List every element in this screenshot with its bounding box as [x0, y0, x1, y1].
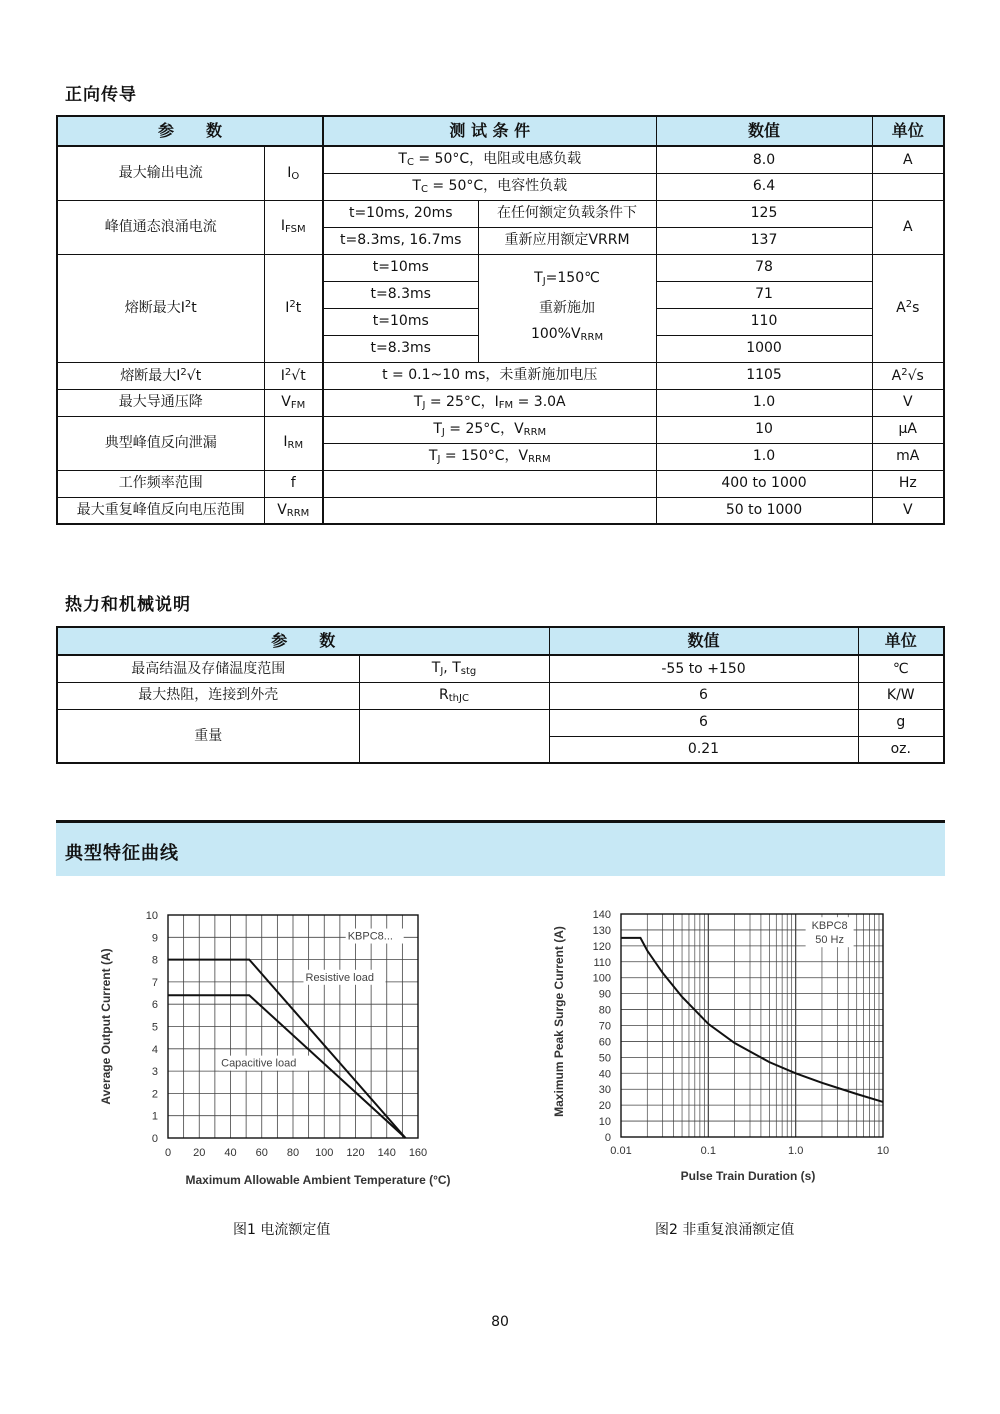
y-tick-label: 20: [598, 1100, 611, 1113]
y-tick-label: 80: [598, 1004, 611, 1017]
y-tick-label: 8: [151, 954, 158, 967]
y-tick-label: 9: [151, 932, 158, 945]
test-condition: [323, 470, 656, 497]
forward-conduction-table: [56, 115, 945, 525]
param-symbol: f: [264, 470, 323, 497]
test-condition: t=8.3ms: [323, 281, 478, 308]
value-cell: 1.0: [656, 443, 872, 470]
unit-cell: K/W: [858, 682, 944, 709]
figure-caption-1: 图1 电流额定值: [233, 1222, 331, 1238]
y-axis-label: Maximum Peak Surge Current (A): [552, 926, 566, 1117]
unit-cell: [872, 173, 944, 200]
section-title-thermal: 热力和机械说明: [65, 595, 191, 615]
thermal-mechanical-table: [56, 626, 945, 764]
param-name: 典型峰值反向泄漏: [57, 416, 264, 470]
y-tick-label: 6: [151, 999, 158, 1012]
y-tick-label: 30: [598, 1084, 611, 1097]
x-tick-label: 120: [346, 1147, 365, 1159]
x-axis-label: Pulse Train Duration (s): [680, 1169, 816, 1183]
x-tick-label: 140: [377, 1147, 396, 1159]
x-tick-label: 0.01: [610, 1145, 632, 1157]
test-condition: $T_J = 25^\circ C$，$V_{RRM}$: [323, 416, 656, 443]
x-tick-label: 80: [286, 1147, 300, 1159]
x-tick-label: 60: [255, 1147, 268, 1159]
value-cell: 50 to 1000: [656, 497, 872, 524]
test-condition: 在任何额定负载条件下: [478, 200, 656, 227]
test-condition: [323, 497, 656, 524]
param-symbol: $I^2t$: [264, 254, 323, 362]
header-unit: 单位: [872, 116, 944, 146]
figure-caption-2: 图2 非重复浪涌额定值: [655, 1222, 795, 1238]
series-line: [621, 938, 883, 1102]
param-name: 最大输出电流: [57, 146, 264, 200]
x-tick-label: 20: [193, 1147, 206, 1159]
header-param: 参 数: [57, 116, 323, 146]
value-cell: 0.21: [549, 736, 858, 763]
x-tick-label: 160: [408, 1147, 428, 1159]
x-tick-label: 100: [315, 1147, 334, 1159]
x-tick-label: 0: [164, 1147, 172, 1159]
test-condition: t=10ms, 20ms: [323, 200, 478, 227]
value-cell: 71: [656, 281, 872, 308]
header-param: 参 数: [57, 627, 549, 655]
header-value: 数值: [656, 116, 872, 146]
value-cell: 1.0: [656, 389, 872, 416]
value-cell: 137: [656, 227, 872, 254]
test-condition: t=10ms: [323, 308, 478, 335]
y-tick-label: 110: [593, 956, 611, 969]
param-symbol: $R_{thJC}$: [359, 682, 549, 709]
y-axis-label: Average Output Current (A): [99, 948, 113, 1105]
unit-cell: V: [872, 497, 944, 524]
y-tick-label: 5: [151, 1021, 158, 1034]
y-tick-label: 100: [592, 972, 611, 985]
test-condition: t=8.3ms, 16.7ms: [323, 227, 478, 254]
x-tick-label: 1.0: [788, 1145, 804, 1157]
x-axis-label: Maximum Allowable Ambient Temperature (°C): [185, 1173, 451, 1187]
unit-cell: ℃: [858, 655, 944, 682]
param-name: 最大热阻，连接到外壳: [57, 682, 359, 709]
param-name: 熔断最大$I^2t$: [57, 254, 264, 362]
chart-current-rating: [90, 900, 470, 1200]
header-value: 数值: [549, 627, 858, 655]
value-cell: 8.0: [656, 146, 872, 173]
param-symbol: $V_{FM}$: [264, 389, 323, 416]
unit-cell: oz.: [858, 736, 944, 763]
value-cell: 1000: [656, 335, 872, 362]
value-cell: 6: [549, 682, 858, 709]
value-cell: -55 to +150: [549, 655, 858, 682]
y-tick-label: 10: [598, 1116, 611, 1129]
header-unit: 单位: [858, 627, 944, 655]
y-tick-label: 90: [598, 988, 611, 1001]
section-banner-curves: [56, 820, 945, 876]
unit-cell: $A^2s$: [872, 254, 944, 362]
y-tick-label: 70: [598, 1020, 611, 1033]
unit-cell: A: [872, 146, 944, 173]
section-title-forward: 正向传导: [65, 85, 137, 105]
param-symbol: $I^2√t$: [264, 362, 323, 389]
param-name: 峰值通态浪涌电流: [57, 200, 264, 254]
y-tick-label: 0: [604, 1132, 611, 1144]
param-name: 工作频率范围: [57, 470, 264, 497]
param-name: 最大重复峰值反向电压范围: [57, 497, 264, 524]
unit-cell: A: [872, 200, 944, 254]
param-symbol: $I_O$: [264, 146, 323, 200]
param-symbol: $T_J$, $T_{stg}$: [359, 655, 549, 682]
annotation-label: KBPC8: [811, 920, 848, 933]
test-condition: $T_C = 50^\circ C$，电容性负载: [323, 173, 656, 200]
param-symbol: [359, 709, 549, 763]
param-name: 最大导通压降: [57, 389, 264, 416]
y-tick-label: 0: [151, 1133, 158, 1145]
y-tick-label: 4: [151, 1043, 158, 1056]
test-condition: t=8.3ms: [323, 335, 478, 362]
param-symbol: $I_{RM}$: [264, 416, 323, 470]
param-name: 最高结温及存储温度范围: [57, 655, 359, 682]
param-symbol: $I_{FSM}$: [264, 200, 323, 254]
param-name: 重量: [57, 709, 359, 763]
y-tick-label: 40: [598, 1068, 611, 1081]
page-number: 80: [491, 1314, 509, 1330]
value-cell: 10: [656, 416, 872, 443]
unit-cell: μA: [872, 416, 944, 443]
y-tick-label: 2: [151, 1088, 158, 1101]
y-tick-label: 140: [592, 909, 611, 921]
annotation-label: Resistive load: [305, 971, 374, 984]
annotation-label: Capacitive load: [221, 1057, 297, 1070]
x-tick-label: 0.1: [700, 1145, 716, 1157]
y-tick-label: 120: [592, 940, 611, 953]
chart-surge-rating: [545, 900, 905, 1200]
unit-cell: V: [872, 389, 944, 416]
value-cell: 110: [656, 308, 872, 335]
test-condition: t = 0.1~10 ms，未重新施加电压: [323, 362, 656, 389]
value-cell: 400 to 1000: [656, 470, 872, 497]
test-condition: $T_J=150℃$ 重新施加 $100\%V_{RRM}$: [478, 254, 656, 362]
value-cell: 6: [549, 709, 858, 736]
value-cell: 1105: [656, 362, 872, 389]
test-condition: t=10ms: [323, 254, 478, 281]
header-condition: 测 试 条 件: [323, 116, 656, 146]
y-tick-label: 10: [145, 910, 158, 922]
y-tick-label: 130: [592, 924, 611, 937]
param-name: 熔断最大$I^2√t$: [57, 362, 264, 389]
unit-cell: mA: [872, 443, 944, 470]
x-tick-label: 10: [876, 1145, 890, 1157]
x-tick-label: 40: [224, 1147, 237, 1159]
test-condition: $T_J = 150^\circ C$，$V_{RRM}$: [323, 443, 656, 470]
unit-cell: Hz: [872, 470, 944, 497]
test-condition: $T_C = 50^\circ C$，电阻或电感负载: [323, 146, 656, 173]
test-condition: $T_J = 25^\circ C$，$I_{FM} = 3.0A$: [323, 389, 656, 416]
y-tick-label: 50: [598, 1052, 611, 1065]
y-tick-label: 7: [151, 976, 158, 989]
unit-cell: $A^2√s$: [872, 362, 944, 389]
test-condition: 重新应用额定VRRM: [478, 227, 656, 254]
y-tick-label: 60: [598, 1036, 611, 1049]
param-symbol: $V_{RRM}$: [264, 497, 323, 524]
unit-cell: g: [858, 709, 944, 736]
annotation-label: 50 Hz: [815, 934, 844, 947]
section-title-curves: 典型特征曲线: [65, 843, 179, 864]
annotation-label: KBPC8...: [347, 930, 393, 943]
value-cell: 125: [656, 200, 872, 227]
value-cell: 78: [656, 254, 872, 281]
y-tick-label: 1: [151, 1110, 158, 1123]
value-cell: 6.4: [656, 173, 872, 200]
y-tick-label: 3: [151, 1066, 158, 1079]
